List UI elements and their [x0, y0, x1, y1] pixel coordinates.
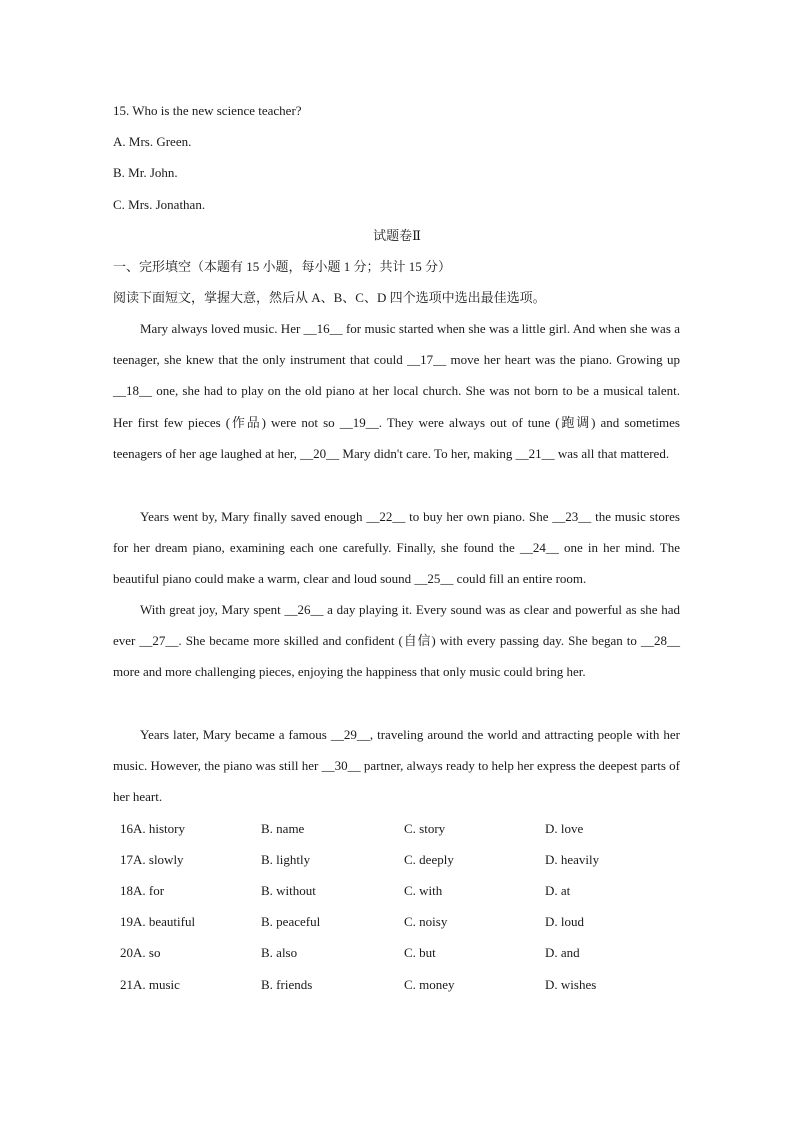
choice-21-d: D. wishes	[545, 977, 597, 992]
section-heading: 一、完形填空（本题有 15 小题，每小题 1 分；共计 15 分）	[113, 259, 452, 274]
choice-18-b: B. without	[261, 883, 316, 898]
choice-row-20	[120, 945, 680, 961]
question-15-option-b: B. Mr. John.	[113, 165, 178, 180]
choice-17-d: D. heavily	[545, 852, 600, 867]
choice-16-d: D. love	[545, 821, 584, 836]
choice-20-b: B. also	[261, 945, 298, 960]
choice-row-19	[120, 914, 680, 930]
choice-20-d: D. and	[545, 945, 580, 960]
choice-row-18	[120, 883, 680, 899]
section-instruction: 阅读下面短文，掌握大意，然后从 A、B、C、D 四个选项中选出最佳选项。	[113, 290, 546, 305]
choice-21-c: C. money	[404, 977, 455, 992]
choice-19-d: D. loud	[545, 914, 584, 929]
choice-20-a: 20A. so	[120, 945, 161, 960]
choice-21-a: 21A. music	[120, 977, 180, 992]
choice-16-c: C. story	[404, 821, 446, 836]
passage-paragraph-4: Years later, Mary became a famous __29__, traveling around the world and attracting people with her music. However, the piano was still her __30__ partner, always ready to help her express the deepest parts of her heart.	[113, 727, 680, 805]
question-15-option-c: C. Mrs. Jonathan.	[113, 197, 206, 212]
choice-row-16	[120, 821, 680, 837]
choice-19-c: C. noisy	[404, 914, 448, 929]
choice-21-b: B. friends	[261, 977, 313, 992]
section-title: 试题卷Ⅱ	[373, 228, 421, 243]
passage-paragraph-3: With great joy, Mary spent __26__ a day playing it. Every sound was as clear and powerful as she had ever __27__. She became more skilled and confident (自信) with every passing day. She began to __28__ more and more challenging pieces, enjoying the happiness that only music could bring her.	[113, 602, 680, 680]
choice-17-a: 17A. slowly	[120, 852, 184, 867]
choice-17-c: C. deeply	[404, 852, 454, 867]
passage-paragraph-2: Years went by, Mary finally saved enough __22__ to buy her own piano. She __23__ the music stores for her dream piano, examining each one carefully. Finally, she found the __24__ one in her mind. The beautiful piano could make a warm, clear and loud sound __25__ could fill an entire room.	[113, 509, 680, 587]
choice-20-c: C. but	[404, 945, 436, 960]
choice-18-c: C. with	[404, 883, 443, 898]
question-15-stem: 15. Who is the new science teacher?	[113, 103, 302, 118]
choice-16-b: B. name	[261, 821, 305, 836]
question-15-option-a: A. Mrs. Green.	[113, 134, 192, 149]
choice-16-a: 16A. history	[120, 821, 185, 836]
choice-18-a: 18A. for	[120, 883, 165, 898]
passage-paragraph-1: Mary always loved music. Her __16__ for music started when she was a little girl. And when she was a teenager, she knew that the only instrument that could __17__ move her heart was the piano. Growing up __18__ one, she had to play on the old piano at her local church. She was not born to be a musical talent. Her first few pieces (作品) were not so __19__. They were always out of tune (跑调) and sometimes teenagers of her age laughed at her, __20__ Mary didn't care. To her, making __21__ was all that mattered.	[113, 321, 680, 461]
choice-row-17	[120, 852, 680, 868]
choice-19-b: B. peaceful	[261, 914, 321, 929]
choice-18-d: D. at	[545, 883, 571, 898]
choice-17-b: B. lightly	[261, 852, 311, 867]
choice-19-a: 19A. beautiful	[120, 914, 196, 929]
choice-row-21	[120, 977, 680, 993]
